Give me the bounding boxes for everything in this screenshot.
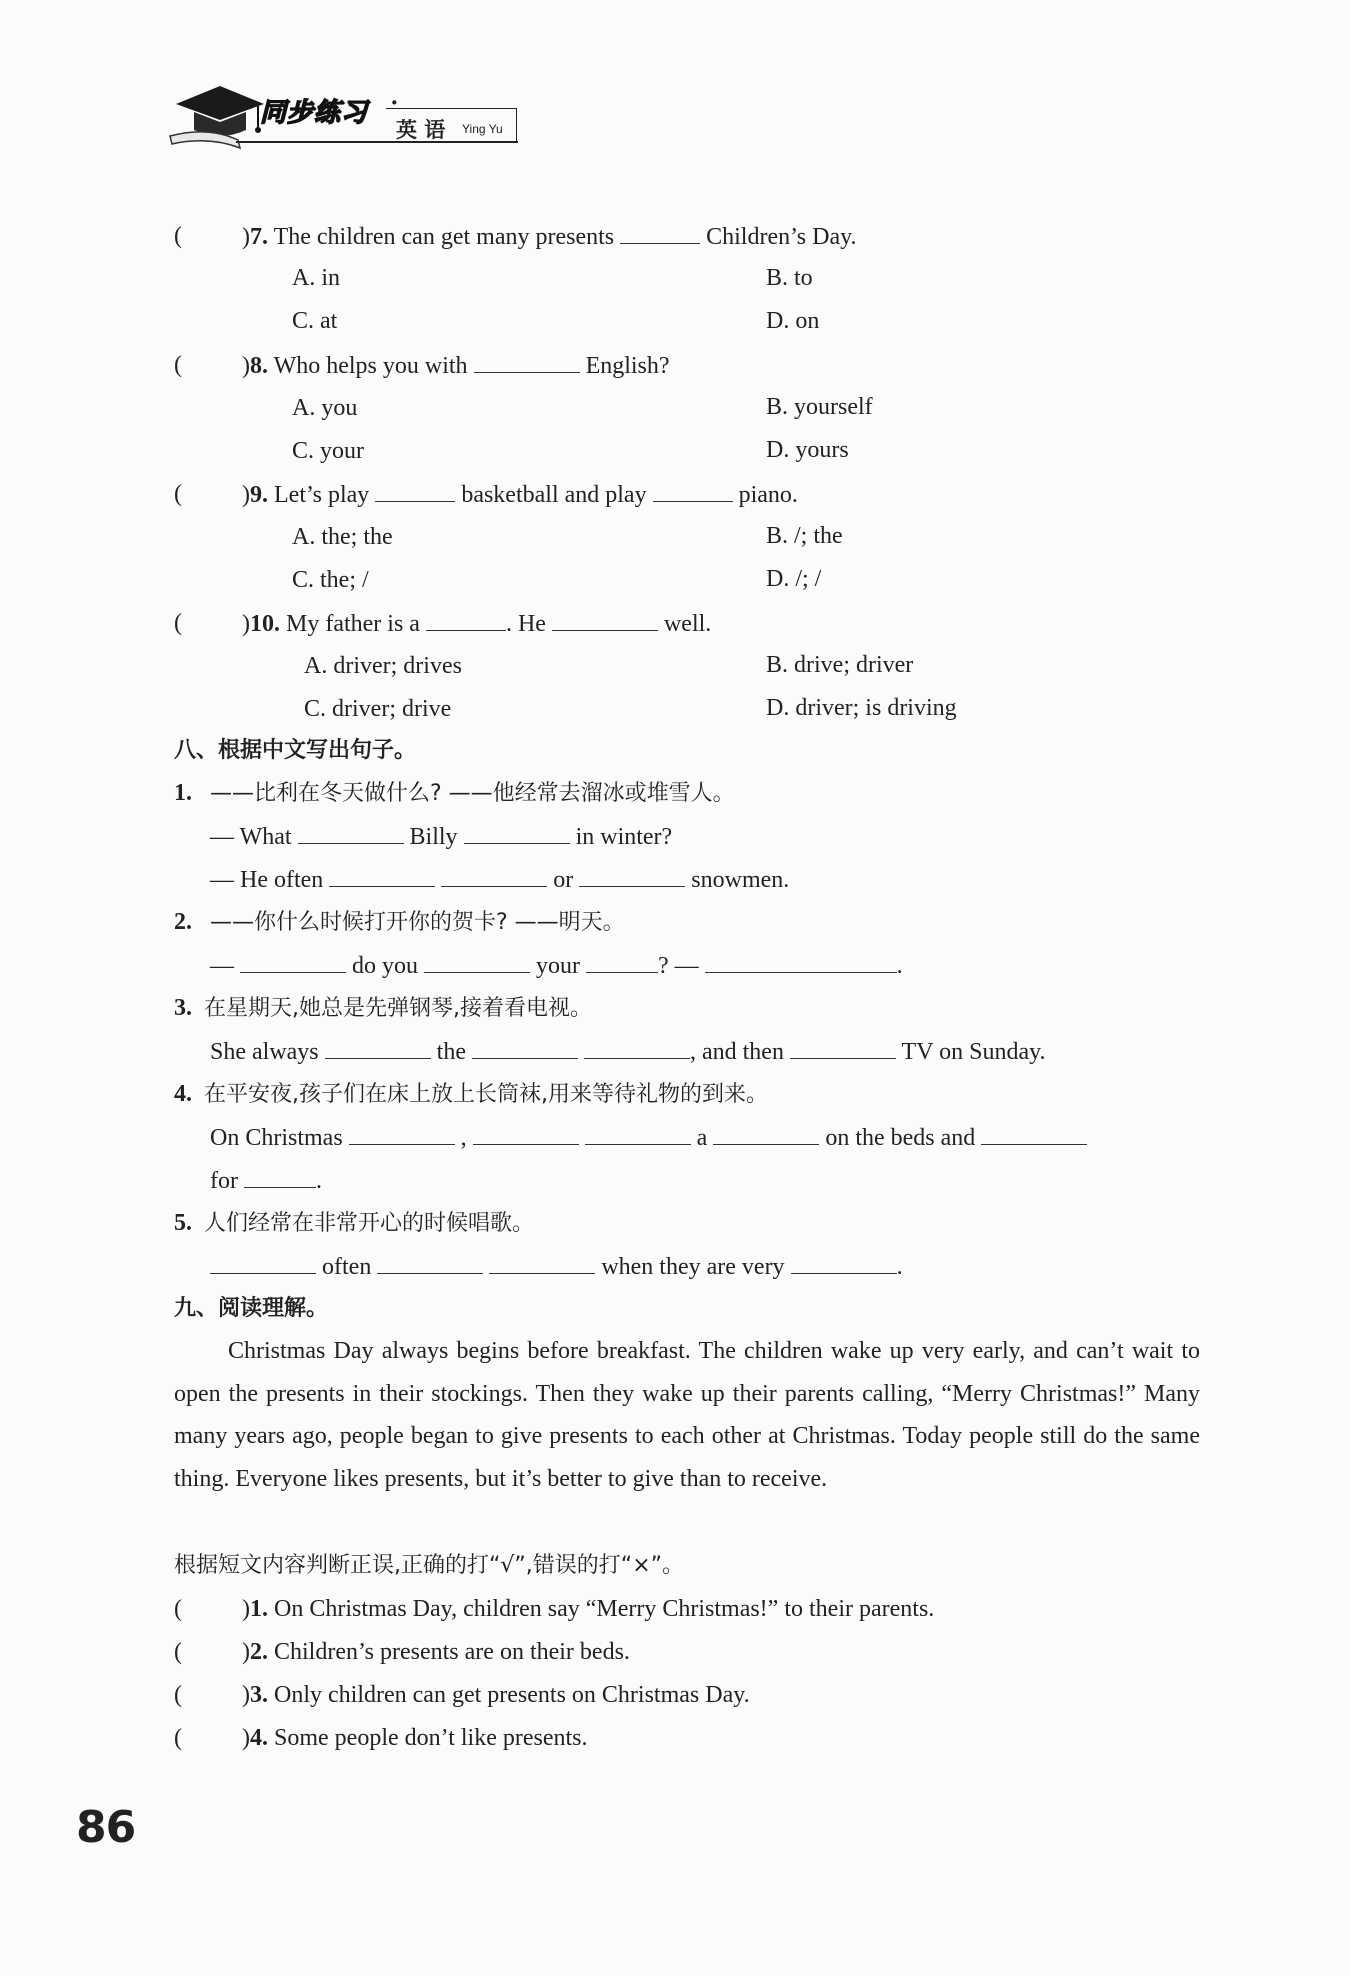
answer-blank[interactable] (981, 1122, 1087, 1145)
stem-text: Who helps you with (273, 353, 468, 379)
line-text: or (553, 867, 574, 893)
answer-blank[interactable] (329, 864, 435, 887)
statement-text: Some people don’t like presents. (274, 1725, 588, 1751)
answer-blank[interactable] (424, 950, 530, 973)
answer-blank[interactable] (240, 950, 346, 973)
chinese-prompt: 在星期天,她总是先弹钢琴,接着看电视。 (204, 996, 592, 1021)
answer-blank[interactable] (464, 821, 570, 844)
translation-item-1-line-2 (210, 864, 789, 895)
answer-blank[interactable] (584, 1036, 690, 1059)
item-number: 1. (174, 780, 192, 806)
answer-blank[interactable] (210, 1251, 316, 1274)
translation-item-2-line-1 (210, 950, 903, 981)
option-b: B. to (766, 265, 813, 291)
answer-blank[interactable] (585, 1122, 691, 1145)
item-number: 4. (250, 1725, 268, 1751)
item-number: 5. (174, 1210, 192, 1236)
line-text: do you (352, 953, 418, 979)
option-b: B. drive; driver (766, 652, 914, 678)
question-number: 8. (250, 353, 268, 379)
answer-paren-open: ( (174, 1596, 182, 1622)
answer-blank[interactable] (298, 821, 404, 844)
tf-statement (242, 1680, 750, 1710)
answer-blank[interactable] (441, 864, 547, 887)
stem-text: The children can get many presents (273, 224, 615, 250)
line-text: when they are very (601, 1254, 785, 1280)
stem-text: . He (505, 611, 546, 637)
line-text: Billy (409, 824, 458, 850)
option-c: C. at (292, 308, 338, 334)
question-stem (242, 350, 670, 381)
chinese-prompt: ——比利在冬天做什么? ——他经常去溜冰或堆雪人。 (210, 781, 735, 806)
line-text: TV on Sunday. (901, 1039, 1046, 1065)
answer-blank[interactable] (474, 350, 580, 373)
line-text: the (436, 1039, 466, 1065)
answer-paren-open: ( (174, 1725, 182, 1751)
answer-blank[interactable] (579, 864, 685, 887)
option-a: A. in (292, 265, 340, 291)
answer-paren-open: ( (174, 223, 182, 249)
line-text: — What (210, 824, 292, 850)
answer-paren-open: ( (174, 610, 182, 636)
answer-blank[interactable] (349, 1122, 455, 1145)
line-text: , (460, 1125, 467, 1151)
subject-label: 英 语 (396, 118, 446, 142)
subject-pinyin: Ying Yu (462, 122, 503, 136)
answer-blank[interactable] (377, 1251, 483, 1274)
item-number: 2. (250, 1639, 268, 1665)
option-c: C. your (292, 438, 364, 464)
line-text: snowmen. (691, 867, 790, 893)
section-8-title: 八、根据中文写出句子。 (174, 738, 417, 763)
answer-paren-open: ( (174, 1639, 182, 1665)
answer-paren-open: ( (174, 1682, 182, 1708)
translation-item-3-line-1 (210, 1036, 1046, 1067)
line-text: — (210, 953, 234, 979)
tf-statement (242, 1723, 588, 1753)
translation-item-5-prompt (174, 1208, 534, 1239)
option-b: B. /; the (766, 523, 843, 549)
answer-blank[interactable] (375, 479, 455, 502)
answer-blank[interactable] (472, 1036, 578, 1059)
translation-item-4-line-1 (210, 1122, 1087, 1153)
item-number: 2. (174, 909, 192, 935)
tf-instruction: 根据短文内容判断正误,正确的打“√”,错误的打“×”。 (174, 1553, 685, 1578)
option-a: A. the; the (292, 524, 393, 550)
answer-paren-close: ) (242, 353, 250, 379)
tf-statement (242, 1637, 630, 1667)
item-number: 4. (174, 1081, 192, 1107)
question-number: 10. (250, 611, 280, 637)
line-text: , and then (689, 1039, 784, 1065)
answer-paren-close: ) (242, 482, 250, 508)
line-text: in winter? (575, 824, 673, 850)
answer-blank[interactable] (713, 1122, 819, 1145)
translation-item-3-prompt (174, 993, 592, 1024)
option-c: C. driver; drive (304, 696, 452, 722)
option-c: C. the; / (292, 567, 369, 593)
answer-blank[interactable] (325, 1036, 431, 1059)
translation-item-4-line-2 (210, 1165, 322, 1196)
translation-item-1-line-1 (210, 821, 672, 852)
answer-blank[interactable] (552, 608, 658, 631)
answer-blank[interactable] (426, 608, 506, 631)
statement-text: Children’s presents are on their beds. (274, 1639, 630, 1665)
page-number: 86 (76, 1802, 136, 1853)
answer-blank[interactable] (790, 1036, 896, 1059)
option-d: D. /; / (766, 566, 822, 592)
question-stem (242, 479, 798, 510)
translation-item-1-prompt (174, 778, 735, 809)
reading-passage: Christmas Day always begins before breakfast. The children wake up very early, and can’t wait to open the presents in their stockings. Then they wake up their parents calling, “Merry Christmas!” Many many years ago, people began to give presents to each other at Christmas. Today people still do the same thing. Everyone likes presents, but it’s better to give than to receive. (174, 1338, 1200, 1492)
answer-paren-close: ) (242, 611, 250, 637)
line-text: for (210, 1168, 238, 1194)
stem-text: basketball and play (461, 482, 647, 508)
item-number: 1. (250, 1596, 268, 1622)
answer-paren-close: ) (242, 1596, 250, 1622)
stem-text: piano. (738, 482, 798, 508)
answer-paren-close: ) (242, 1725, 250, 1751)
line-text: She always (210, 1039, 319, 1065)
stem-text: My father is a (286, 611, 420, 637)
line-text: ? — (658, 953, 699, 979)
question-stem (242, 221, 857, 252)
answer-paren-close: ) (242, 224, 250, 250)
chinese-prompt: 人们经常在非常开心的时候唱歌。 (204, 1211, 535, 1236)
question-number: 9. (250, 482, 268, 508)
line-text: often (322, 1254, 372, 1280)
statement-text: On Christmas Day, children say “Merry Christmas!” to their parents. (274, 1596, 935, 1622)
answer-blank[interactable] (653, 479, 733, 502)
option-a: A. you (292, 395, 358, 421)
option-b: B. yourself (766, 394, 873, 420)
option-d: D. driver; is driving (766, 695, 957, 721)
line-text: On Christmas (210, 1125, 343, 1151)
translation-item-2-prompt (174, 907, 625, 938)
answer-paren-open: ( (174, 352, 182, 378)
page-header (168, 78, 528, 158)
question-number: 7. (250, 224, 268, 250)
option-a: A. driver; drives (304, 653, 462, 679)
statement-text: Only children can get presents on Christmas Day. (274, 1682, 750, 1708)
answer-blank[interactable] (489, 1251, 595, 1274)
stem-text: Let’s play (274, 482, 370, 508)
brand-dot: · (390, 88, 399, 117)
item-number: 3. (250, 1682, 268, 1708)
chinese-prompt: 在平安夜,孩子们在床上放上长筒袜,用来等待礼物的到来。 (204, 1082, 768, 1107)
stem-text: English? (585, 353, 670, 379)
answer-paren-close: ) (242, 1639, 250, 1665)
question-stem (242, 608, 711, 639)
line-text: on the beds and (825, 1125, 976, 1151)
answer-blank[interactable] (586, 950, 658, 973)
answer-blank[interactable] (620, 221, 700, 244)
stem-text: Children’s Day. (706, 224, 857, 250)
option-d: D. yours (766, 437, 849, 463)
answer-blank[interactable] (473, 1122, 579, 1145)
stem-text: well. (663, 611, 712, 637)
line-text: . (896, 1254, 903, 1280)
line-text: . (315, 1168, 322, 1194)
chinese-prompt: ——你什么时候打开你的贺卡? ——明天。 (210, 910, 625, 935)
translation-item-4-prompt (174, 1079, 768, 1110)
line-text: a (696, 1125, 708, 1151)
translation-item-5-line-1 (210, 1251, 903, 1282)
line-text: your (536, 953, 580, 979)
answer-blank[interactable] (244, 1165, 316, 1188)
answer-blank[interactable] (705, 950, 897, 973)
graduation-cap-icon (168, 78, 268, 150)
answer-blank[interactable] (791, 1251, 897, 1274)
answer-paren-close: ) (242, 1682, 250, 1708)
line-text: . (896, 953, 903, 979)
item-number: 3. (174, 995, 192, 1021)
section-9-title: 九、阅读理解。 (174, 1296, 329, 1321)
answer-paren-open: ( (174, 481, 182, 507)
brand-title: 同步练习 (260, 98, 369, 128)
option-d: D. on (766, 308, 820, 334)
line-text: — He often (210, 867, 324, 893)
tf-statement (242, 1594, 934, 1624)
